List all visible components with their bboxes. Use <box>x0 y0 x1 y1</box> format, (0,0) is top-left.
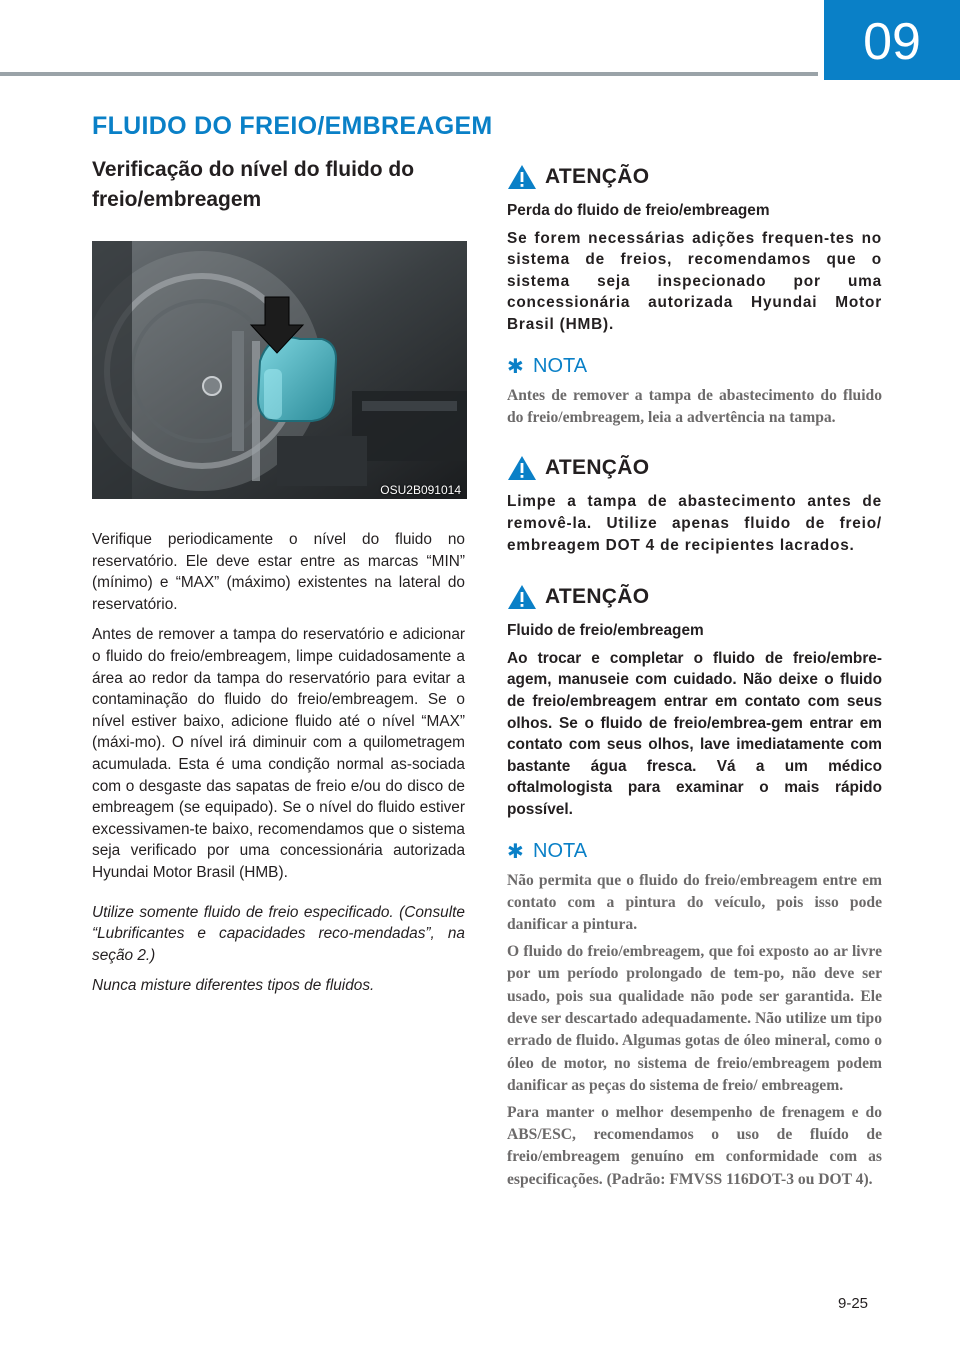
body-paragraph: Verifique periodicamente o nível do fluido no reservatório. Ele deve estar entre as marcas “MIN” (mínimo) e “MAX” (máximo) existentes na lateral do reservatório. <box>92 531 465 613</box>
warning-triangle-icon <box>507 454 537 482</box>
warning-title: ATENÇÃO <box>545 165 650 188</box>
brake-reservoir-photo <box>92 241 467 499</box>
warning-text: Ao trocar e completar o fluido de freio/embre-agem, manuseie com cuidado. Não deixe o fluido de freio/embreagem entrar em contato com seus olhos. Se o fluido de freio/embrea-gem entrar em contato com seus olhos, lave imediatamente com bastante água fresca. Vá a um médico oftalmologista para examinar o mais rápido possível. <box>507 649 882 818</box>
warning-text: Limpe a tampa de abastecimento antes de removê-la. Utilize apenas fluido de freio/ embreagem DOT 4 de recipientes lacrados. <box>507 493 882 554</box>
chapter-number: 09 <box>863 13 921 71</box>
note-text: Para manter o melhor desempenho de frenagem e do ABS/ESC, recomendamos o uso de fluído de freio/embreagem genuíno em conformidade com as especificações. (Padrão: FMVSS 116DOT-3 ou DOT 4). <box>507 1103 882 1188</box>
chapter-tab <box>824 0 960 80</box>
note-text: O fluido do freio/embreagem, que foi exposto ao ar livre por um período prolongado de tem-po, não deve ser usado, pois sua qualidade não pode ser garantida. Ele deve ser descartado adequadamente. Não utilize um tipo errado de fluido. Algumas gotas de óleo mineral, como o óleo de motor, no sistema de freio/embreagem podem danificar as peças do sistema de freio/ embreagem. <box>507 942 882 1095</box>
warning-header <box>507 160 882 194</box>
left-column <box>92 155 465 1006</box>
warning-subtitle: Perda do fluido de freio/embreagem <box>507 202 770 219</box>
note-title: NOTA <box>533 839 588 862</box>
section-title: FLUIDO DO FREIO/EMBREAGEM <box>92 112 493 140</box>
subsection-heading: Verificação do nível do fluido do freio/embreagem <box>92 158 415 211</box>
note-header <box>507 354 882 379</box>
italic-note: Nunca misture diferentes tipos de fluidos. <box>92 977 375 995</box>
figure-code: OSU2B091014 <box>380 483 461 497</box>
note-star-icon: ✱ <box>507 355 524 378</box>
note-header <box>507 839 882 864</box>
note-text: Antes de remover a tampa de abastecimento do fluido do freio/embreagem, leia a advertência na tampa. <box>507 386 882 426</box>
engine-bay-illustration <box>92 241 467 499</box>
warning-header <box>507 580 882 614</box>
right-column <box>507 160 882 1195</box>
italic-note: Utilize somente fluido de freio especificado. (Consulte “Lubrificantes e capacidades reco-mendadas”, na seção 2.) <box>92 903 465 964</box>
note-star-icon: ✱ <box>507 840 524 863</box>
warning-subtitle: Fluido de freio/embreagem <box>507 622 704 640</box>
header-rule <box>0 72 818 76</box>
warning-header <box>507 451 882 485</box>
note-text: Não permita que o fluido do freio/embreagem entre em contato com a pintura do veículo, pois isso pode danificar a pintura. <box>507 871 882 934</box>
warning-title: ATENÇÃO <box>545 456 650 480</box>
warning-triangle-icon <box>507 583 537 611</box>
note-title: NOTA <box>533 354 588 377</box>
body-paragraph: Antes de remover a tampa do reservatório e adicionar o fluido do freio/embreagem, limpe cuidadosamente a área ao redor da tampa do reservatório para evitar a contaminação do fluido do freio/embreagem. Se o nível estiver baixo, adicione fluido até o nível “MAX” (máxi-mo). O nível irá diminuir com a quilometragem acumulada. Esta é uma condição normal as-sociada com o desgaste das sapatas de freio e/ou do disco de embreagem (se equipado). Se o nível do fluido estiver excessivamen-te baixo, recomendamos que o sistema seja verificado por uma concessionária autorizada Hyundai Motor Brasil (HMB). <box>92 626 465 881</box>
page-number: 9-25 <box>838 1295 869 1312</box>
warning-title: ATENÇÃO <box>545 585 650 609</box>
warning-text: Se forem necessárias adições frequen-tes no sistema de freios, recomendamos que o sistema seja inspecionado por uma concessionária autorizada Hyundai Motor Brasil (HMB). <box>507 229 882 333</box>
warning-triangle-icon <box>507 163 537 191</box>
